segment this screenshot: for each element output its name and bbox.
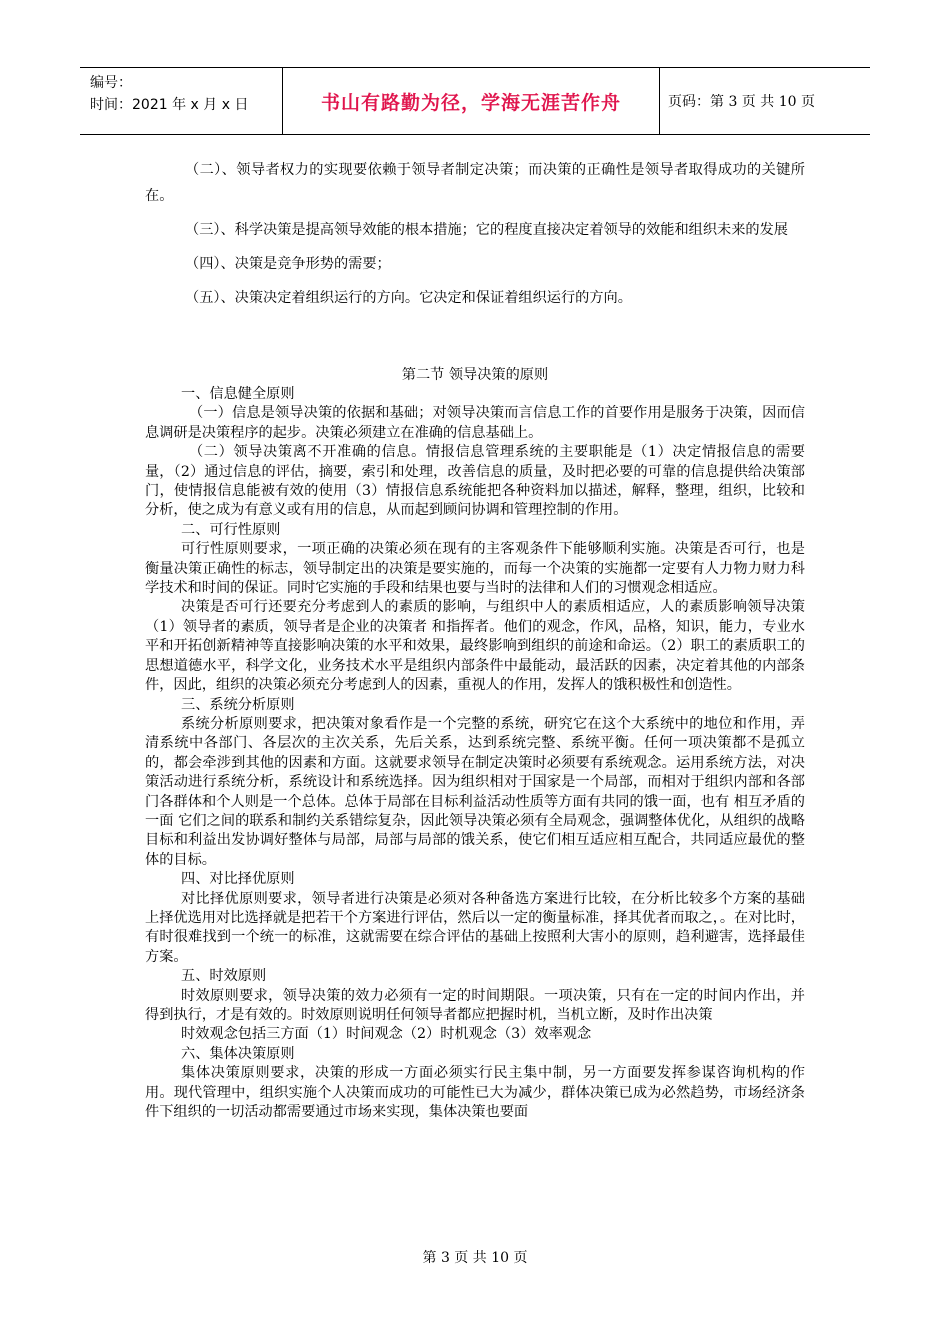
page-footer: 第 3 页 共 10 页: [422, 1250, 528, 1266]
paragraph: （四）、决策是竞争形势的需要；: [185, 256, 391, 272]
number-label: 编号：: [90, 75, 132, 91]
section-title: 第二节 领导决策的原则: [401, 367, 549, 383]
document-body: [145, 157, 805, 1122]
paragraph: 系统分析原则要求，把决策对象看作是一个完整的系统，研究它在这个大系统中的地位和作用，弄清系统中各部门、各层次的主次关系，先后关系，达到系统完整、系统平衡。任何一项决策都不是孤立的，都会牵涉到其他的因素和方面。这就要求领导在制定决策时必须要有系统观念。运用系统方法，对决策活动进行系统分析，系统设计和系统选择。因为组织相对于国家是一个局部，而相对于组织内部和各部门各群体和个人则是一个总体。总体于局部在目标利益活动性质等方面有共同的饿一面，也有 相互矛盾的一面 它们之间的联系和制约关系错综复杂，因此领导决策必须有全局观念，强调整体优化，从组织的战略目标和利益出发协调好整体与局部，局部与局部的饿关系，使它们相互适应相互配合，共同适应最优的整体的目标。: [145, 715, 805, 868]
paragraph: （一）信息是领导决策的依据和基础；对领导决策而言信息工作的首要作用是服务于决策，因而信息调研是决策程序的起步。决策必须建立在准确的信息基础上。: [145, 405, 805, 441]
heading-principle-6: 六、集体决策原则: [181, 1045, 295, 1062]
paragraph: 可行性原则要求，一项正确的决策必须在现有的主客观条件下能够顺利实施。决策是否可行，也是衡量决策正确性的标志，领导制定出的决策是要实施的，而每一个决策的实施都一定要有人力物力财力科学技术和时间的保证。同时它实施的手段和结果也要与当时的法律和人们的习惯观念相适应。: [145, 541, 805, 597]
paragraph: 决策是否可行还要充分考虑到人的素质的影响，与组织中人的素质相适应，人的素质影响领导决策（1）领导者的素质，领导者是企业的决策者 和指挥者。他们的观念，作风，品格，知识，能力，专业水平和开拓创新精神等直接影响决策的水平和效果，最终影响到组织的前途和命运。（2）职工的素质职工的思想道德水平，科学文化，业务技术水平是组织内部条件中最能动，最活跃的因素，决定着其他的内部条件，因此，组织的决策必须充分考虑到人的因素，重视人的作用，发挥人的饿积极性和创造性。: [145, 599, 805, 694]
heading-principle-1: 一、信息健全原则: [181, 386, 295, 402]
paragraph: 时效观念包括三方面（1）时间观念（2）时机观念（3）效率观念: [181, 1026, 592, 1043]
paragraph: （三）、科学决策是提高领导效能的根本措施；它的程度直接决定着领导的效能和组织未来的发展: [185, 222, 788, 238]
heading-principle-5: 五、时效原则: [181, 968, 267, 985]
paragraph: （二）、领导者权力的实现要依赖于领导者制定决策；而决策的正确性是领导者取得成功的关键所在。: [145, 162, 805, 204]
time-label: 时间：2021 年 x 月 x 日: [90, 97, 249, 113]
header-page-info: 页码：第 3 页 共 10 页: [668, 94, 815, 110]
page-header: [80, 67, 870, 135]
paragraph: 时效原则要求，领导决策的效力必须有一定的时间期限。一项决策，只有在一定的时间内作出，并得到执行，才是有效的。时效原则说明任何领导者都应把握时机，当机立断，及时作出决策: [145, 987, 805, 1023]
header-meta: [80, 68, 283, 134]
paragraph: 集体决策原则要求，决策的形成一方面必须实行民主集中制，另一方面要发挥参谋咨询机构的作用。现代管理中，组织实施个人决策而成功的可能性已大为减少，群体决策已成为必然趋势，市场经济条件下组织的一切活动都需要通过市场来实现，集体决策也要面: [145, 1065, 805, 1121]
paragraph: （二）领导决策离不开准确的信息。情报信息管理系统的主要职能是（1）决定情报信息的需要量，（2）通过信息的评估，摘要，索引和处理，改善信息的质量，及时把必要的可靠的信息提供给决策部门，使情报信息能被有效的使用（3）情报信息系统能把各种资料加以描述，解释，整理，组织，比较和分析，使之成为有意义或有用的信息，从而起到顾问协调和管理控制的作用。: [145, 444, 805, 519]
heading-principle-4: 四、对比择优原则: [181, 871, 295, 888]
heading-principle-2: 二、可行性原则: [181, 521, 281, 538]
header-motto: 书山有路勤为径，学海无涯苦作舟: [283, 68, 660, 134]
paragraph: 对比择优原则要求，领导者进行决策是必须对各种备选方案进行比较，在分析比较多个方案的基础上择优选用对比选择就是把若干个方案进行评估，然后以一定的衡量标准，择其优者而取之，。在对比时，有时很难找到一个统一的标准，这就需要在综合评估的基础上按照利大害小的原则，趋利避害，选择最佳方案。: [145, 890, 805, 965]
paragraph: （五）、决策决定着组织运行的方向。它决定和保证着组织运行的方向。: [185, 290, 632, 306]
heading-principle-3: 三、系统分析原则: [181, 696, 295, 713]
